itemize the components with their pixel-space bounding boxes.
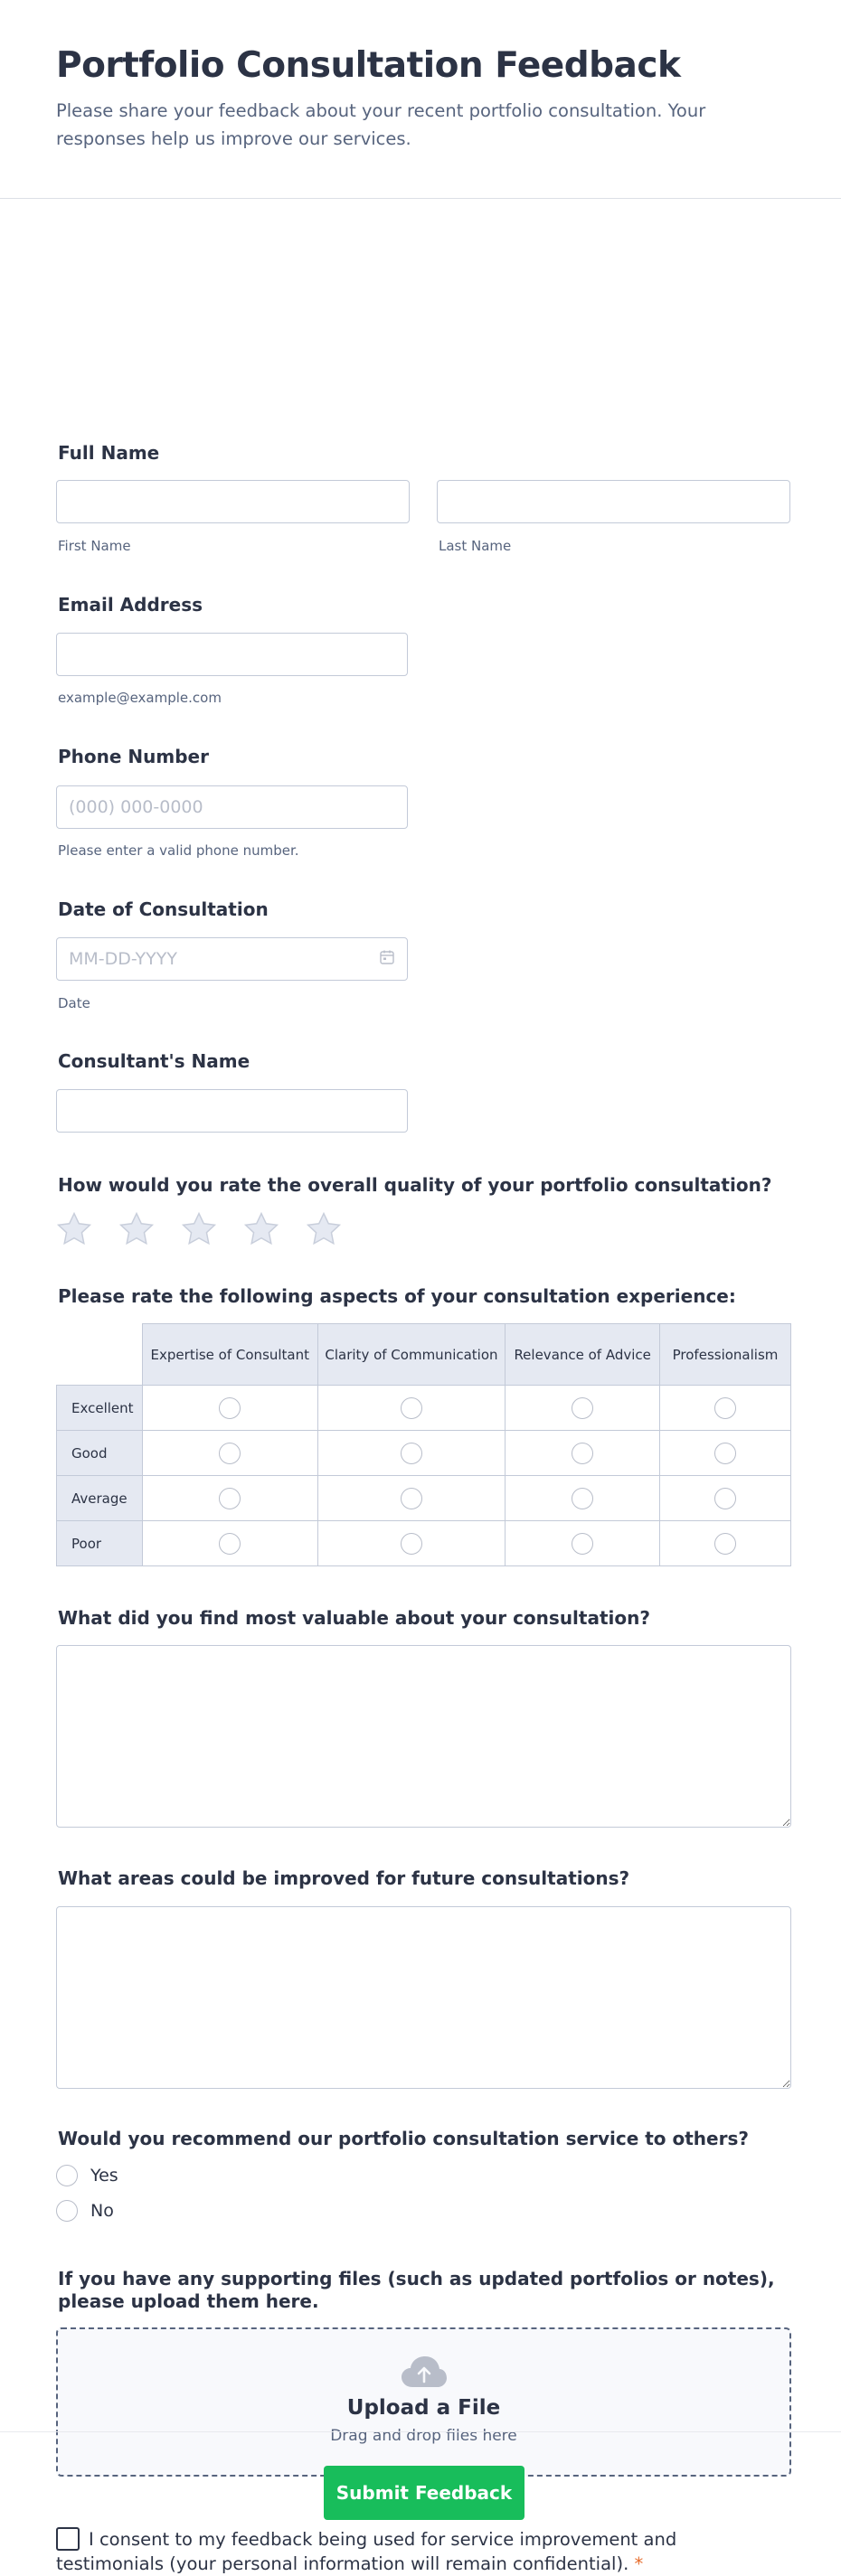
star-rating[interactable] — [54, 1209, 344, 1249]
date-placeholder: MM-DD-YYYY — [69, 949, 177, 969]
consent-text: I consent to my feedback being used for service improvement and testimonials (your personal information will remain confidential). — [56, 2529, 677, 2574]
option-label: No — [90, 2201, 114, 2221]
improve-textarea[interactable] — [56, 1906, 791, 2089]
matrix-radio[interactable] — [572, 1533, 593, 1555]
full-name-label: Full Name — [58, 442, 160, 464]
first-name-input[interactable] — [56, 480, 410, 523]
star-icon[interactable] — [117, 1209, 156, 1249]
matrix-corner — [57, 1324, 143, 1386]
matrix-column-header: Expertise of Consultant — [142, 1324, 317, 1386]
matrix-column-header: Relevance of Advice — [506, 1324, 660, 1386]
rating-matrix — [56, 1323, 791, 1566]
matrix-row-label: Average — [57, 1476, 143, 1521]
matrix-row — [57, 1431, 791, 1476]
matrix-radio[interactable] — [714, 1488, 736, 1509]
matrix-radio[interactable] — [401, 1488, 422, 1509]
upload-title: Upload a File — [346, 2396, 501, 2420]
radio-yes[interactable] — [56, 2165, 78, 2186]
email-sublabel: example@example.com — [58, 690, 222, 706]
last-name-input[interactable] — [437, 480, 790, 523]
form-subtitle: Please share your feedback about your recent portfolio consultation. Your responses help us improve our services. — [56, 100, 706, 149]
valuable-label: What did you find most valuable about your consultation? — [58, 1607, 650, 1629]
consultant-label: Consultant's Name — [58, 1050, 250, 1072]
star-icon[interactable] — [304, 1209, 344, 1249]
last-name-sublabel: Last Name — [439, 538, 512, 554]
matrix-radio[interactable] — [714, 1533, 736, 1555]
rating-label: How would you rate the overall quality of your portfolio consultation? — [58, 1174, 772, 1196]
email-input[interactable] — [56, 633, 408, 676]
matrix-column-header: Professionalism — [660, 1324, 791, 1386]
star-icon[interactable] — [179, 1209, 219, 1249]
cloud-upload-icon — [400, 2355, 449, 2391]
matrix-radio[interactable] — [572, 1443, 593, 1464]
date-label: Date of Consultation — [58, 898, 269, 920]
matrix-column-header: Clarity of Communication — [317, 1324, 506, 1386]
matrix-radio[interactable] — [714, 1443, 736, 1464]
matrix-radio[interactable] — [401, 1397, 422, 1419]
required-asterisk: * — [634, 2553, 644, 2574]
matrix-radio[interactable] — [572, 1488, 593, 1509]
matrix-radio[interactable] — [219, 1488, 241, 1509]
matrix-row — [57, 1521, 791, 1566]
matrix-row — [57, 1476, 791, 1521]
matrix-row-label: Excellent — [57, 1386, 143, 1431]
matrix-radio[interactable] — [572, 1397, 593, 1419]
option-label: Yes — [90, 2166, 118, 2186]
matrix-radio[interactable] — [219, 1397, 241, 1419]
form-title: Portfolio Consultation Feedback — [56, 45, 681, 86]
matrix-radio[interactable] — [401, 1443, 422, 1464]
upload-label: If you have any supporting files (such as updated portfolios or notes), please upload them here. — [58, 2268, 775, 2312]
star-icon[interactable] — [241, 1209, 281, 1249]
date-input[interactable] — [56, 937, 408, 981]
consultant-name-input[interactable] — [56, 1089, 408, 1133]
phone-input[interactable] — [56, 785, 408, 829]
radio-no[interactable] — [56, 2200, 78, 2222]
matrix-radio[interactable] — [401, 1533, 422, 1555]
matrix-radio[interactable] — [219, 1443, 241, 1464]
upload-subtitle: Drag and drop files here — [330, 2427, 517, 2445]
phone-placeholder: (000) 000-0000 — [69, 797, 203, 817]
calendar-icon[interactable] — [379, 949, 395, 970]
improve-label: What areas could be improved for future consultations? — [58, 1867, 630, 1889]
form-header — [0, 0, 841, 199]
star-icon[interactable] — [54, 1209, 94, 1249]
submit-button[interactable]: Submit Feedback — [324, 2466, 524, 2520]
matrix-row-label: Poor — [57, 1521, 143, 1566]
matrix-radio[interactable] — [219, 1533, 241, 1555]
matrix-row — [57, 1386, 791, 1431]
recommend-label: Would you recommend our portfolio consultation service to others? — [58, 2128, 749, 2149]
phone-sublabel: Please enter a valid phone number. — [58, 842, 299, 859]
recommend-option-no[interactable] — [56, 2200, 114, 2222]
recommend-option-yes[interactable] — [56, 2165, 118, 2186]
form-footer — [0, 2431, 841, 2571]
phone-label: Phone Number — [58, 746, 209, 767]
first-name-sublabel: First Name — [58, 538, 131, 554]
matrix-row-label: Good — [57, 1431, 143, 1476]
email-label: Email Address — [58, 594, 203, 616]
matrix-label: Please rate the following aspects of your consultation experience: — [58, 1285, 736, 1307]
matrix-radio[interactable] — [714, 1397, 736, 1419]
valuable-textarea[interactable] — [56, 1645, 791, 1828]
date-sublabel: Date — [58, 995, 90, 1011]
